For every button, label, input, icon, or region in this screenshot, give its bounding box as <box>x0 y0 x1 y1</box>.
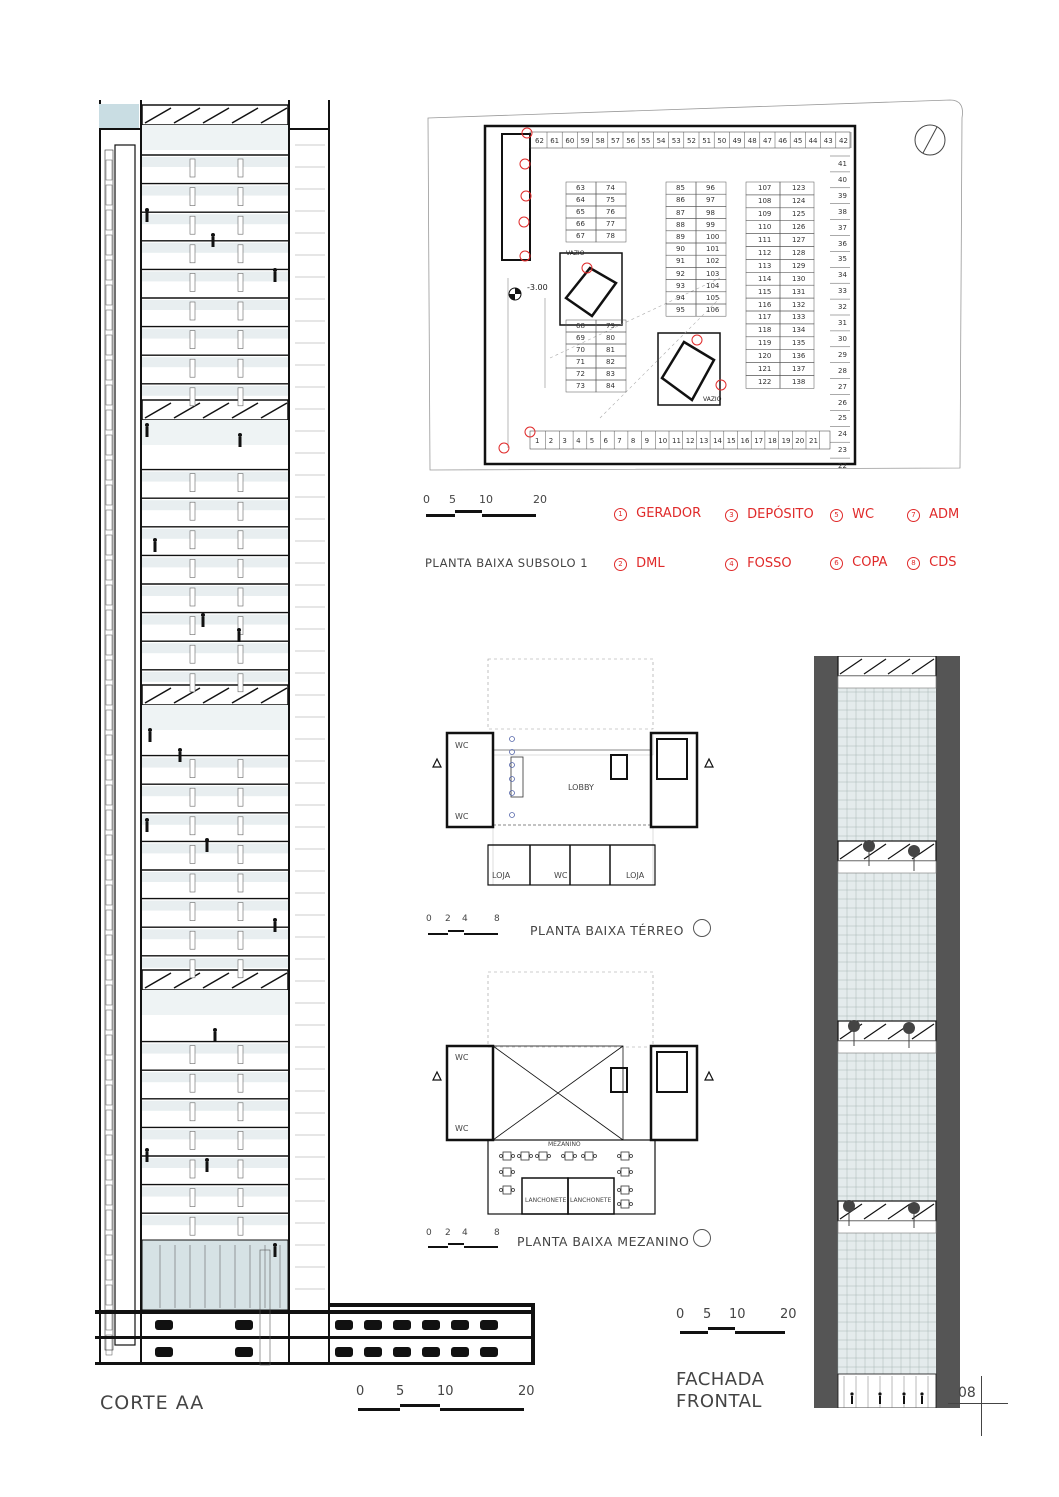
parking-space-number: 15 <box>726 437 736 445</box>
scale-label: 8 <box>494 914 500 924</box>
parking-space-number: 103 <box>706 269 720 278</box>
legend-item <box>725 556 792 571</box>
parking-space-number: 7 <box>617 437 622 445</box>
scale-bar <box>400 1404 440 1407</box>
parking-space-number: 8 <box>630 437 636 445</box>
parking-space-number: 30 <box>838 334 847 343</box>
parking-space-number: 26 <box>838 398 847 407</box>
parking-space-number: 29 <box>838 350 847 359</box>
legend-item <box>830 507 874 522</box>
scale-bar <box>735 1331 785 1334</box>
parking-space-number: 55 <box>641 137 651 145</box>
parking-space-number: 116 <box>758 300 772 309</box>
scale-label: 0 <box>426 1228 432 1238</box>
front-facade-drawing <box>814 656 960 1408</box>
scale-label: 20 <box>518 1384 535 1399</box>
scale-bar <box>440 1408 524 1411</box>
parking-space-number: 34 <box>838 271 847 280</box>
room-label-wc: WC <box>455 1124 469 1133</box>
north-arrow-icon <box>693 1229 711 1247</box>
parking-space-number: 20 <box>795 437 805 445</box>
parking-space-number: 111 <box>758 236 772 245</box>
scale-label: 2 <box>445 914 451 924</box>
scale-bar <box>448 930 464 932</box>
scale-bar <box>428 933 448 935</box>
parking-space-number: 46 <box>778 137 788 145</box>
facade-title <box>676 1369 764 1413</box>
parking-space-number: 13 <box>699 437 709 445</box>
legend-label: DEPÓSITO <box>747 507 814 522</box>
parking-space-number: 19 <box>781 437 791 445</box>
parking-space-number: 45 <box>793 137 803 145</box>
mezzanine-plan-title: PLANTA BAIXA MEZANINO <box>517 1234 690 1249</box>
parking-space-number: 23 <box>838 446 847 455</box>
legend-item <box>614 556 665 571</box>
room-label-wc: WC <box>455 741 469 750</box>
parking-space-number: 130 <box>792 274 806 283</box>
scale-label: 10 <box>437 1384 454 1399</box>
parking-space-number: 79 <box>606 322 615 330</box>
parking-space-number: 36 <box>838 239 847 248</box>
parking-space-number: 60 <box>565 137 575 145</box>
room-label-wc: WC <box>455 1053 469 1062</box>
scale-bar <box>426 514 455 517</box>
legend-item <box>907 555 956 570</box>
scale-label: 0 <box>356 1384 365 1399</box>
parking-space-number: 11 <box>672 437 681 445</box>
parking-space-number: 44 <box>808 137 818 145</box>
parking-space-number: 37 <box>838 223 847 232</box>
legend-label: WC <box>852 507 875 522</box>
scale-label: 10 <box>479 493 493 506</box>
scale-label: 20 <box>533 493 547 506</box>
parking-space-number: 57 <box>611 137 620 145</box>
parking-space-number: 65 <box>576 208 585 216</box>
scale-bar <box>708 1327 735 1330</box>
parking-space-number: 117 <box>758 313 772 322</box>
legend-number-icon: 3 <box>725 509 738 522</box>
legend-number-icon: 6 <box>830 557 843 570</box>
parking-space-number: 3 <box>562 437 567 445</box>
parking-space-number: 12 <box>685 437 695 445</box>
parking-space-number: 40 <box>838 175 847 184</box>
parking-space-number: 42 <box>839 137 848 145</box>
parking-space-number: 50 <box>717 137 727 145</box>
parking-space-number: 22 <box>838 462 847 471</box>
parking-space-number: 89 <box>676 232 685 241</box>
parking-space-number: 106 <box>706 306 720 315</box>
parking-space-number: 112 <box>758 248 772 257</box>
parking-space-number: 135 <box>792 339 806 348</box>
legend-number-icon: 4 <box>725 558 738 571</box>
scale-bar <box>358 1408 400 1411</box>
parking-space-number: 69 <box>576 334 585 342</box>
room-label-loja: LOJA <box>626 871 645 880</box>
parking-space-number: 4 <box>576 437 581 445</box>
basement-plan-drawing <box>420 98 965 476</box>
scale-bar <box>464 933 498 935</box>
parking-space-number: 137 <box>792 365 806 374</box>
parking-space-number: 105 <box>706 293 720 302</box>
parking-space-number: 14 <box>713 437 723 445</box>
ground-floor-plan-title: PLANTA BAIXA TÉRREO <box>530 923 684 938</box>
mezzanine-plan-drawing <box>425 968 720 1218</box>
parking-space-number: 94 <box>676 293 685 302</box>
scale-label: 20 <box>780 1307 797 1322</box>
page-corner-mark <box>981 1376 982 1436</box>
parking-space-number: 6 <box>603 437 608 445</box>
parking-space-number: 32 <box>838 303 847 312</box>
parking-space-number: 5 <box>589 437 595 445</box>
parking-space-number: 75 <box>606 196 615 204</box>
parking-space-number: 28 <box>838 366 847 375</box>
parking-space-number: 35 <box>838 255 847 264</box>
parking-space-number: 95 <box>676 306 685 315</box>
parking-space-number: 78 <box>606 232 615 240</box>
parking-space-number: 98 <box>706 208 715 217</box>
parking-space-number: 66 <box>576 220 585 228</box>
parking-space-number: 67 <box>576 232 585 240</box>
room-label-wc: WC <box>455 812 469 821</box>
scale-label: 5 <box>703 1307 712 1322</box>
level-label: -3.00 <box>527 283 548 292</box>
parking-space-number: 101 <box>706 245 720 254</box>
parking-space-number: 124 <box>792 197 806 206</box>
parking-space-number: 104 <box>706 281 720 290</box>
parking-space-number: 1 <box>535 437 540 445</box>
parking-space-number: 122 <box>758 377 772 386</box>
scale-bar <box>428 1246 448 1248</box>
parking-space-number: 17 <box>754 437 764 445</box>
parking-space-number: 113 <box>758 261 772 270</box>
room-label-lanchonete: LANCHONETE <box>570 1197 612 1204</box>
room-label-wc: WC <box>554 871 568 880</box>
parking-space-number: 120 <box>758 352 772 361</box>
parking-space-number: 132 <box>792 300 806 309</box>
parking-space-number: 16 <box>740 437 750 445</box>
scale-bar <box>680 1331 708 1334</box>
parking-space-number: 121 <box>758 365 772 374</box>
parking-space-number: 86 <box>676 196 685 205</box>
parking-space-number: 49 <box>732 137 742 145</box>
parking-space-number: 110 <box>758 223 772 232</box>
parking-space-number: 87 <box>676 208 685 217</box>
parking-space-number: 123 <box>792 184 806 193</box>
scale-label: 10 <box>729 1307 746 1322</box>
parking-space-number: 131 <box>792 287 806 296</box>
room-label-loja: LOJA <box>492 871 511 880</box>
parking-space-number: 84 <box>606 382 615 390</box>
parking-space-number: 126 <box>792 223 806 232</box>
parking-space-number: 61 <box>550 137 560 145</box>
parking-space-number: 125 <box>792 210 806 219</box>
page-corner-mark <box>948 1403 1008 1404</box>
parking-space-number: 27 <box>838 382 847 391</box>
parking-space-number: 63 <box>576 184 585 192</box>
legend-label: DML <box>636 556 665 571</box>
parking-space-number: 107 <box>758 184 772 193</box>
parking-space-number: 109 <box>758 210 772 219</box>
north-arrow-icon <box>693 919 711 937</box>
scale-label: 8 <box>494 1228 500 1238</box>
parking-space-number: 9 <box>644 437 650 445</box>
parking-space-number: 81 <box>606 346 615 354</box>
parking-space-number: 24 <box>838 430 847 439</box>
parking-space-number: 90 <box>676 245 685 254</box>
legend-item <box>830 555 887 570</box>
parking-space-number: 25 <box>838 414 847 423</box>
parking-space-number: 80 <box>606 334 615 342</box>
parking-space-number: 41 <box>838 160 847 168</box>
parking-space-number: 72 <box>576 370 585 378</box>
parking-space-number: 52 <box>687 137 696 145</box>
parking-space-number: 88 <box>676 220 685 229</box>
scale-bar <box>482 514 536 517</box>
parking-space-number: 128 <box>792 248 806 257</box>
parking-space-number: 133 <box>792 313 806 322</box>
parking-space-number: 83 <box>606 370 615 378</box>
legend-number-icon: 1 <box>614 508 627 521</box>
void-label: VAZIO <box>703 396 722 403</box>
parking-space-number: 48 <box>747 137 757 145</box>
ground-floor-plan-drawing <box>425 655 720 890</box>
parking-space-number: 38 <box>838 207 847 216</box>
legend-number-icon: 8 <box>907 557 920 570</box>
scale-bar <box>448 1243 464 1245</box>
scale-label: 5 <box>449 493 456 506</box>
parking-space-number: 108 <box>758 197 772 206</box>
legend-number-icon: 7 <box>907 509 920 522</box>
parking-space-number: 33 <box>838 287 847 296</box>
parking-space-number: 100 <box>706 232 720 241</box>
parking-space-number: 70 <box>576 346 585 354</box>
parking-space-number: 97 <box>706 196 715 205</box>
scale-label: 0 <box>423 493 430 506</box>
scale-label: 0 <box>426 914 432 924</box>
parking-space-number: 93 <box>676 281 685 290</box>
parking-space-number: 77 <box>606 220 615 228</box>
parking-space-number: 71 <box>576 358 585 366</box>
room-label-lanchonete: LANCHONETE <box>525 1197 567 1204</box>
parking-space-number: 99 <box>706 220 715 229</box>
legend-label: FOSSO <box>747 556 792 571</box>
facade-title-line: FRONTAL <box>676 1391 762 1412</box>
legend-label: ADM <box>929 507 960 522</box>
room-label-lobby: LOBBY <box>568 783 594 792</box>
parking-space-number: 21 <box>809 437 818 445</box>
parking-space-number: 102 <box>706 257 720 266</box>
facade-title-line: FACHADA <box>676 1369 765 1390</box>
parking-space-number: 68 <box>576 322 585 330</box>
parking-space-number: 91 <box>676 257 685 266</box>
parking-space-number: 138 <box>792 377 806 386</box>
parking-space-number: 74 <box>606 184 615 192</box>
legend-item <box>614 506 701 521</box>
parking-space-number: 51 <box>702 137 712 145</box>
scale-bar <box>455 510 482 513</box>
parking-space-number: 134 <box>792 326 806 335</box>
legend-item <box>907 507 959 522</box>
parking-space-number: 58 <box>595 137 605 145</box>
parking-space-number: 10 <box>658 437 668 445</box>
legend-item <box>725 507 814 522</box>
parking-space-number: 127 <box>792 236 806 245</box>
legend-label: CDS <box>929 555 957 570</box>
parking-space-number: 59 <box>580 137 590 145</box>
legend-number-icon: 5 <box>830 509 843 522</box>
parking-space-number: 119 <box>758 339 772 348</box>
parking-space-number: 31 <box>838 319 847 327</box>
legend-number-icon: 2 <box>614 558 627 571</box>
parking-space-number: 92 <box>676 269 685 278</box>
parking-space-number: 43 <box>823 137 833 145</box>
parking-space-number: 129 <box>792 261 806 270</box>
parking-space-number: 54 <box>656 137 666 145</box>
page-number: 08 <box>958 1385 976 1401</box>
parking-space-number: 96 <box>706 184 715 193</box>
parking-space-number: 115 <box>758 287 772 296</box>
legend-label: GERADOR <box>636 506 702 521</box>
parking-space-number: 62 <box>535 137 544 145</box>
parking-space-number: 73 <box>576 382 585 390</box>
parking-space-number: 53 <box>671 137 681 145</box>
parking-space-number: 82 <box>606 358 615 366</box>
basement-plan-title: PLANTA BAIXA SUBSOLO 1 <box>425 556 589 570</box>
parking-space-number: 136 <box>792 352 806 361</box>
legend-label: COPA <box>852 555 888 570</box>
parking-space-number: 2 <box>548 437 554 445</box>
scale-label: 2 <box>445 1228 451 1238</box>
parking-space-number: 76 <box>606 208 615 216</box>
room-label-mezanino: MEZANINO <box>548 1141 581 1148</box>
void-label: VAZIO <box>566 250 585 257</box>
parking-space-number: 47 <box>763 137 772 145</box>
scale-label: 5 <box>396 1384 405 1399</box>
parking-space-number: 18 <box>767 437 777 445</box>
parking-space-number: 39 <box>838 191 847 200</box>
parking-space-number: 85 <box>676 184 685 193</box>
parking-space-number: 118 <box>758 326 772 335</box>
parking-space-number: 114 <box>758 274 772 283</box>
parking-space-number: 64 <box>576 196 585 204</box>
scale-label: 4 <box>462 914 468 924</box>
section-aa-title: CORTE AA <box>100 1392 205 1414</box>
scale-label: 4 <box>462 1228 468 1238</box>
scale-bar <box>464 1246 498 1248</box>
parking-space-number: 56 <box>626 137 636 145</box>
scale-label: 0 <box>676 1307 685 1322</box>
